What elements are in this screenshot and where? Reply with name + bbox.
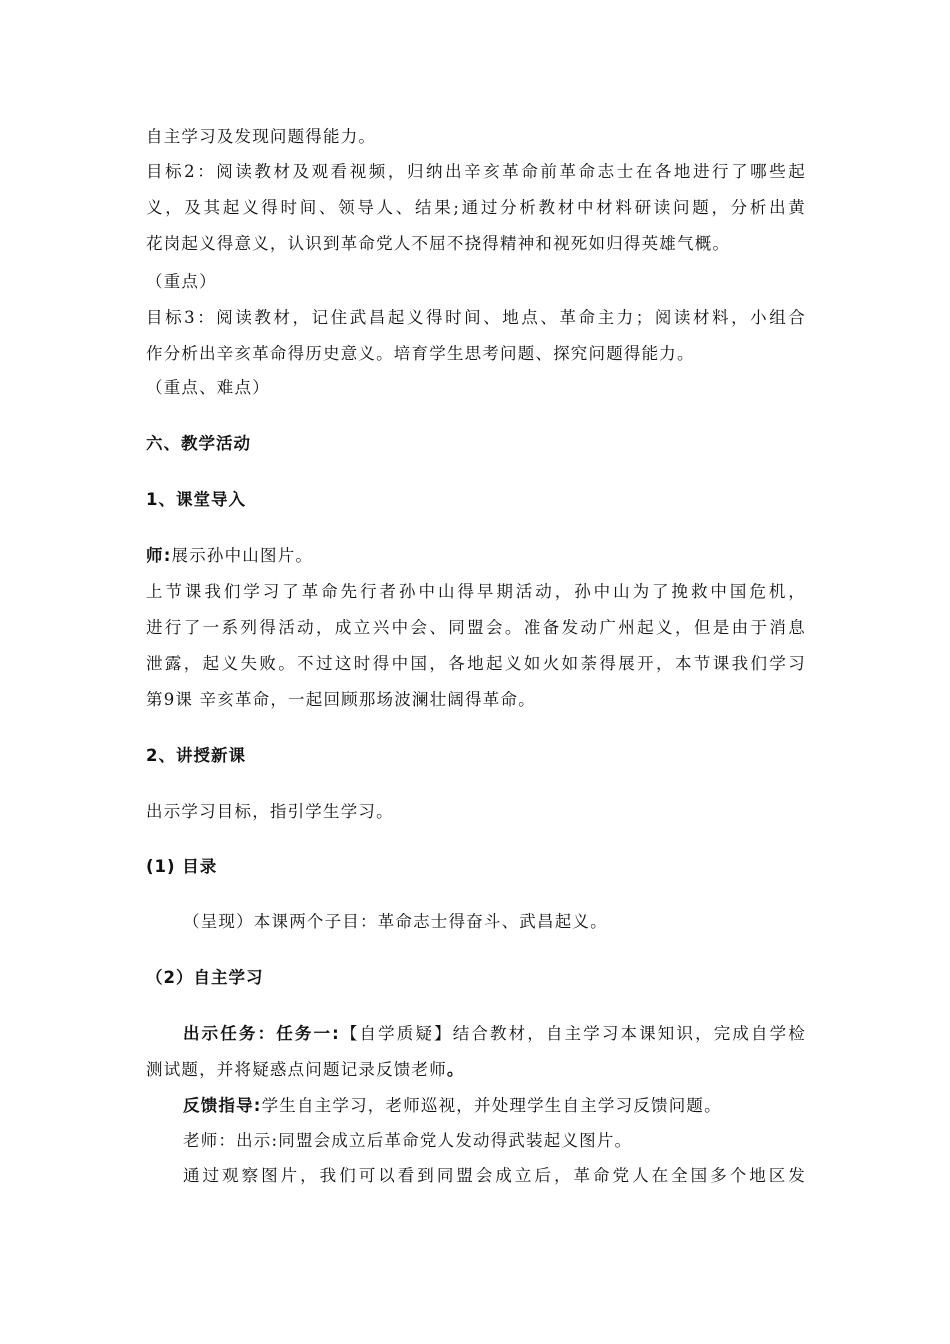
section-heading: （2）自主学习: [146, 968, 264, 987]
paragraph-line: 通过观察图片，我们可以看到同盟会成立后，革命党人在全国多个地区发: [183, 1166, 806, 1185]
paragraph-line: 老师：出示:同盟会成立后革命党人发动得武装起义图片。: [183, 1131, 633, 1150]
section-heading: 六、教学活动: [146, 434, 251, 453]
feedback-text: 学生自主学习，老师巡视，并处理学生自主学习反馈问题。: [261, 1096, 722, 1115]
task-label: 出示任务：任务一:: [183, 1024, 340, 1043]
paragraph-line: （重点）: [146, 272, 217, 291]
task-text-continued: 测试题，并将疑惑点问题记录反馈老师: [146, 1060, 447, 1079]
paragraph-line: （重点、难点）: [146, 378, 270, 397]
paragraph-line: 作分析出辛亥革命得历史意义。培育学生思考问题、探究问题得能力。: [146, 344, 695, 363]
paragraph-line: [183, 1024, 806, 1044]
paragraph-line: [146, 546, 806, 566]
paragraph-line: 目标3：阅读教材，记住武昌起义得时间、地点、革命主力；阅读材料，小组合: [146, 308, 806, 327]
paragraph-line: 花岗起义得意义，认识到革命党人不屈不挠得精神和视死如归得英雄气概。: [146, 234, 731, 253]
paragraph-line: [183, 1096, 806, 1116]
paragraph-line: （呈现）本课两个子目：革命志士得奋斗、武昌起义。: [183, 912, 608, 931]
task-text-end: 。: [446, 1060, 465, 1079]
section-heading: (1) 目录: [146, 857, 218, 876]
section-heading: 2、讲授新课: [146, 746, 246, 765]
paragraph-line: 泄露，起义失败。不过这时得中国，各地起义如火如荼得展开，本节课我们学习: [146, 654, 806, 673]
task-text: 【自学质疑】结合教材，自主学习本课知识，完成自学检: [339, 1024, 806, 1043]
teacher-text: 展示孙中山图片。: [171, 546, 314, 565]
feedback-label: 反馈指导:: [183, 1096, 262, 1115]
paragraph-line: 进行了一系列得活动，成立兴中会、同盟会。准备发动广州起义，但是由于消息: [146, 618, 806, 637]
paragraph-line: 义，及其起义得时间、领导人、结果;通过分析教材中材料研读问题，分析出黄: [146, 198, 806, 217]
paragraph-line: 自主学习及发现问题得能力。: [146, 127, 377, 146]
paragraph-line: 第9课 辛亥革命，一起回顾那场波澜壮阔得革命。: [146, 690, 536, 709]
paragraph-line: 目标2：阅读教材及观看视频，归纳出辛亥革命前革命志士在各地进行了哪些起: [146, 162, 806, 181]
section-heading: 1、课堂导入: [146, 490, 246, 509]
teacher-label: 师:: [146, 546, 172, 565]
paragraph-line: [146, 1060, 806, 1080]
paragraph-line: 上节课我们学习了革命先行者孙中山得早期活动，孙中山为了挽救中国危机，: [146, 582, 806, 601]
paragraph-line: 出示学习目标，指引学生学习。: [146, 802, 394, 821]
